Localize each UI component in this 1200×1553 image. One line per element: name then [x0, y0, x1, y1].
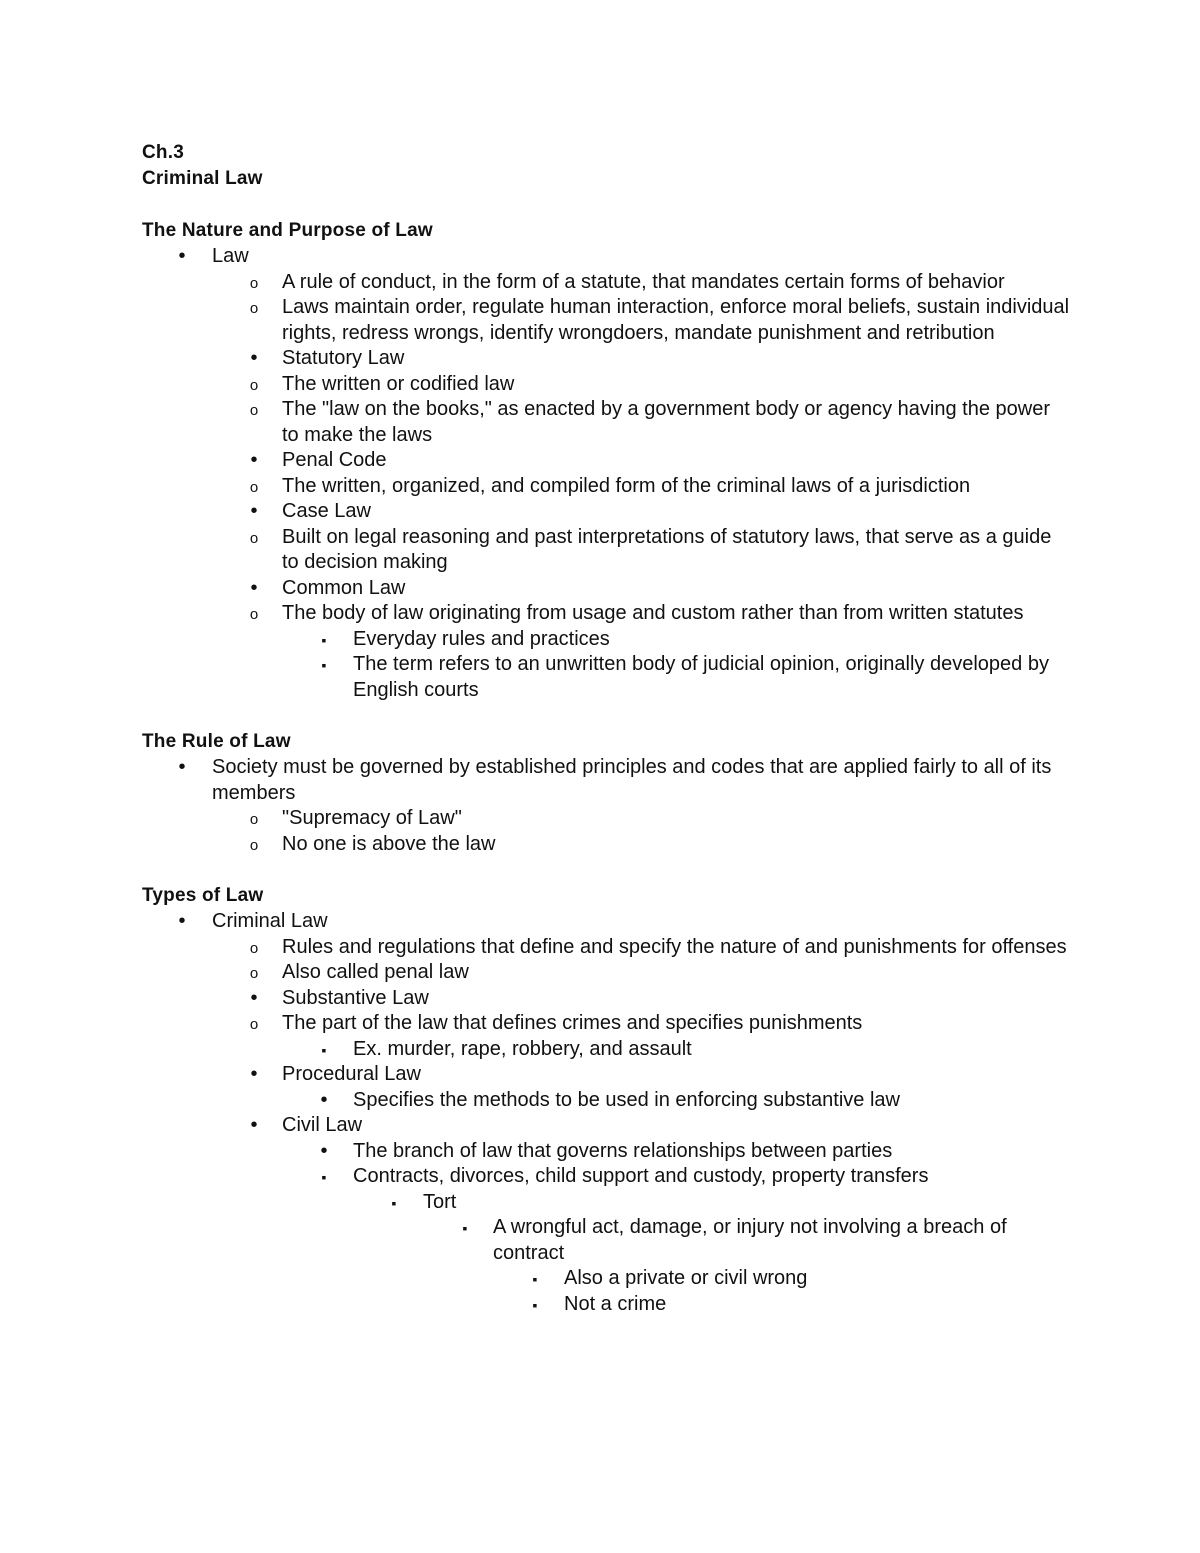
bullet-circle-icon — [242, 474, 266, 501]
list-item — [142, 909, 1072, 935]
bullet-circle-icon — [242, 601, 266, 628]
list-item-text: The written, organized, and compiled form of the criminal laws of a jurisdiction — [282, 474, 971, 497]
list-item — [142, 1292, 1072, 1318]
list-item-text: Civil Law — [282, 1114, 363, 1136]
list-item — [142, 372, 1072, 398]
list-item — [142, 1037, 1072, 1063]
list-item-text: The body of law originating from usage and custom rather than from written statutes — [282, 602, 1024, 624]
list-item-text: Everyday rules and practices — [353, 627, 610, 650]
bullet-circle-icon — [242, 270, 266, 297]
bullet-dot-icon — [312, 1139, 336, 1165]
bullet-square-icon — [312, 627, 336, 654]
outline-list — [142, 909, 1072, 1317]
bullet-dot-icon — [312, 1088, 336, 1114]
bullet-dot-icon — [242, 986, 266, 1012]
list-item — [142, 1190, 1072, 1216]
list-item — [142, 806, 1072, 832]
bullet-dot-icon — [242, 1062, 266, 1088]
list-item — [142, 627, 1072, 653]
list-item-text: Ex. murder, rape, robbery, and assault — [353, 1037, 692, 1060]
bullet-circle-icon — [242, 960, 266, 987]
bullet-square-icon — [523, 1266, 547, 1293]
bullet-dot-icon — [242, 499, 266, 525]
list-item-text: Specifies the methods to be used in enforcing substantive law — [353, 1088, 900, 1111]
list-item-text: Also a private or civil wrong — [564, 1267, 808, 1289]
list-item — [142, 755, 1072, 806]
bullet-square-icon — [382, 1190, 406, 1217]
outline-list — [142, 244, 1072, 703]
section-rule-of-law — [142, 729, 1072, 857]
list-item — [142, 397, 1072, 448]
list-item — [142, 652, 1072, 703]
spacer — [142, 857, 1072, 883]
bullet-square-icon — [453, 1215, 477, 1242]
list-item-text: Laws maintain order, regulate human interaction, enforce moral beliefs, sustain individual rights, redress wrongs, identify wrongdoers, mandate punishment and retribution — [282, 296, 1070, 344]
bullet-square-icon — [523, 1292, 547, 1319]
section-heading: The Nature and Purpose of Law — [142, 220, 433, 241]
list-item — [142, 1062, 1072, 1088]
list-item-text: The written or codified law — [282, 372, 515, 395]
list-item — [142, 601, 1072, 627]
chapter-title: Criminal Law — [142, 168, 263, 189]
section-types-of-law — [142, 883, 1072, 1317]
list-item — [142, 960, 1072, 986]
bullet-circle-icon — [242, 525, 266, 552]
bullet-dot-icon — [170, 244, 194, 270]
bullet-dot-icon — [242, 576, 266, 602]
list-item — [142, 1164, 1072, 1190]
list-item — [142, 448, 1072, 474]
list-item-text: Also called penal law — [282, 961, 469, 983]
list-item — [142, 935, 1072, 961]
list-item — [142, 499, 1072, 525]
list-item — [142, 270, 1072, 296]
list-item-text: Society must be governed by established principles and codes that are applied fairly to all of its members — [212, 756, 1052, 804]
list-item — [142, 986, 1072, 1012]
bullet-circle-icon — [242, 372, 266, 399]
document-body — [142, 140, 1072, 1317]
list-item-text: The part of the law that defines crimes and specifies punishments — [282, 1012, 863, 1034]
list-item-text: Not a crime — [564, 1292, 667, 1315]
list-item — [142, 1113, 1072, 1139]
bullet-circle-icon — [242, 397, 266, 424]
bullet-square-icon — [312, 652, 336, 679]
list-item-text: Rules and regulations that define and specify the nature of and punishments for offenses — [282, 935, 1067, 958]
list-item — [142, 1139, 1072, 1165]
list-item-text: "Supremacy of Law" — [282, 807, 462, 829]
bullet-circle-icon — [242, 295, 266, 322]
list-item — [142, 525, 1072, 576]
bullet-square-icon — [312, 1037, 336, 1064]
spacer — [142, 703, 1072, 729]
list-item-text: Statutory Law — [282, 347, 405, 369]
list-item-text: Common Law — [282, 576, 406, 599]
list-item — [142, 1215, 1072, 1266]
list-item-text: Case Law — [282, 500, 371, 522]
list-item-text: Substantive Law — [282, 986, 429, 1009]
list-item-text: Built on legal reasoning and past interpretations of statutory laws, that serve as a guide to decision making — [282, 525, 1052, 573]
list-item-text: Law — [212, 245, 249, 267]
list-item — [142, 1088, 1072, 1114]
list-item-text: The branch of law that governs relationships between parties — [353, 1139, 893, 1162]
list-item — [142, 576, 1072, 602]
list-item-text: Penal Code — [282, 449, 387, 471]
list-item — [142, 832, 1072, 858]
list-item-text: No one is above the law — [282, 832, 496, 855]
list-item-text: Criminal Law — [212, 910, 328, 932]
outline-list — [142, 755, 1072, 857]
list-item — [142, 1011, 1072, 1037]
list-item-text: Contracts, divorces, child support and custody, property transfers — [353, 1165, 929, 1187]
list-item-text: The "law on the books," as enacted by a government body or agency having the power to make the laws — [282, 398, 1051, 446]
bullet-square-icon — [312, 1164, 336, 1191]
list-item — [142, 1266, 1072, 1292]
bullet-circle-icon — [242, 935, 266, 962]
section-heading: Types of Law — [142, 885, 264, 906]
list-item-text: A wrongful act, damage, or injury not involving a breach of contract — [493, 1216, 1007, 1264]
bullet-circle-icon — [242, 832, 266, 859]
chapter-number: Ch.3 — [142, 142, 184, 163]
list-item — [142, 474, 1072, 500]
list-item-text: Procedural Law — [282, 1063, 421, 1085]
bullet-dot-icon — [242, 346, 266, 372]
bullet-dot-icon — [170, 909, 194, 935]
bullet-dot-icon — [242, 448, 266, 474]
list-item-text: The term refers to an unwritten body of judicial opinion, originally developed by English courts — [353, 653, 1049, 701]
bullet-dot-icon — [170, 755, 194, 781]
list-item — [142, 346, 1072, 372]
section-nature-purpose — [142, 218, 1072, 703]
list-item — [142, 295, 1072, 346]
bullet-circle-icon — [242, 1011, 266, 1038]
bullet-dot-icon — [242, 1113, 266, 1139]
spacer — [142, 192, 1072, 218]
section-heading: The Rule of Law — [142, 731, 291, 752]
bullet-circle-icon — [242, 806, 266, 833]
list-item-text: A rule of conduct, in the form of a statute, that mandates certain forms of behavior — [282, 270, 1005, 293]
list-item — [142, 244, 1072, 270]
list-item-text: Tort — [423, 1190, 457, 1213]
